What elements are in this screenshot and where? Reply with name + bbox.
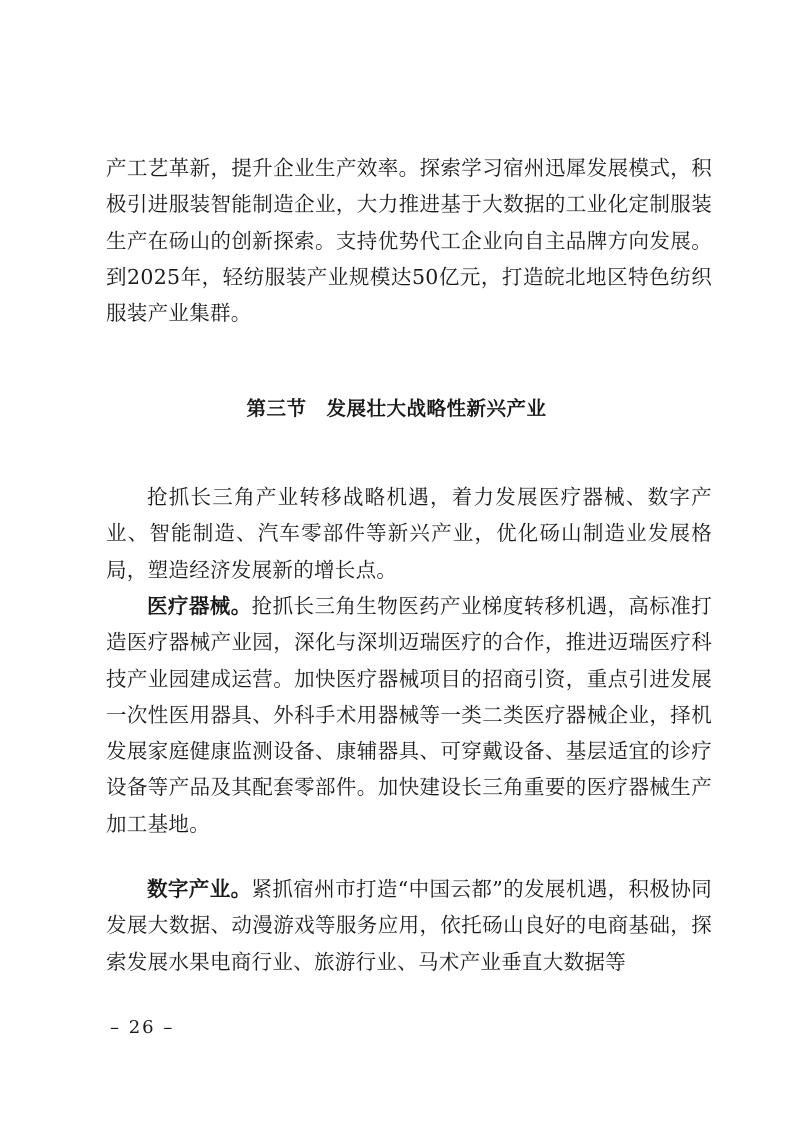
medical-devices-body: 抢抓长三角生物医药产业梯度转移机遇，高标准打造医疗器械产业园，深化与深圳迈瑞医疗的合作，推进迈瑞医疗科技产业园建成运营。加快医疗器械项目的招商引资，重点引进发展一次性医用器具、外科手术用器械等一类二类医疗器械企业，择机发展家庭健康监测设备、康辅器具、可穿戴设备、基层适宜的诊疗设备等产品及其配套零部件。加快建设长三角重要的医疗器械生产加工基地。 — [106, 594, 712, 836]
digital-industry-lead: 数字产业。 — [147, 877, 252, 901]
paragraph-digital-industry — [106, 871, 712, 980]
paragraph-textile: 产工艺革新，提升企业生产效率。探索学习宿州迅犀发展模式，积极引进服装智能制造企业，大力推进基于大数据的工业化定制服装生产在砀山的创新探索。支持优势代工企业向自主品牌方向发展。到2025年，轻纺服装产业规模达50亿元，打造皖北地区特色纺织服装产业集群。 — [106, 156, 712, 326]
page-number: – 26 – — [110, 1017, 175, 1038]
section-heading: 第三节 发展壮大战略性新兴产业 — [246, 397, 547, 420]
paragraph-intro: 抢抓长三角产业转移战略机遇，着力发展医疗器械、数字产业、智能制造、汽车零部件等新兴产业，优化砀山制造业发展格局，塑造经济发展新的增长点。 — [106, 485, 712, 582]
digital-industry-body: 紧抓宿州市打造“中国云都”的发展机遇，积极协同发展大数据、动漫游戏等服务应用，依托砀山良好的电商基础，探索发展水果电商行业、旅游行业、马术产业垂直大数据等 — [106, 877, 713, 974]
medical-devices-lead: 医疗器械。 — [147, 594, 252, 618]
paragraph-medical-devices — [106, 588, 712, 842]
